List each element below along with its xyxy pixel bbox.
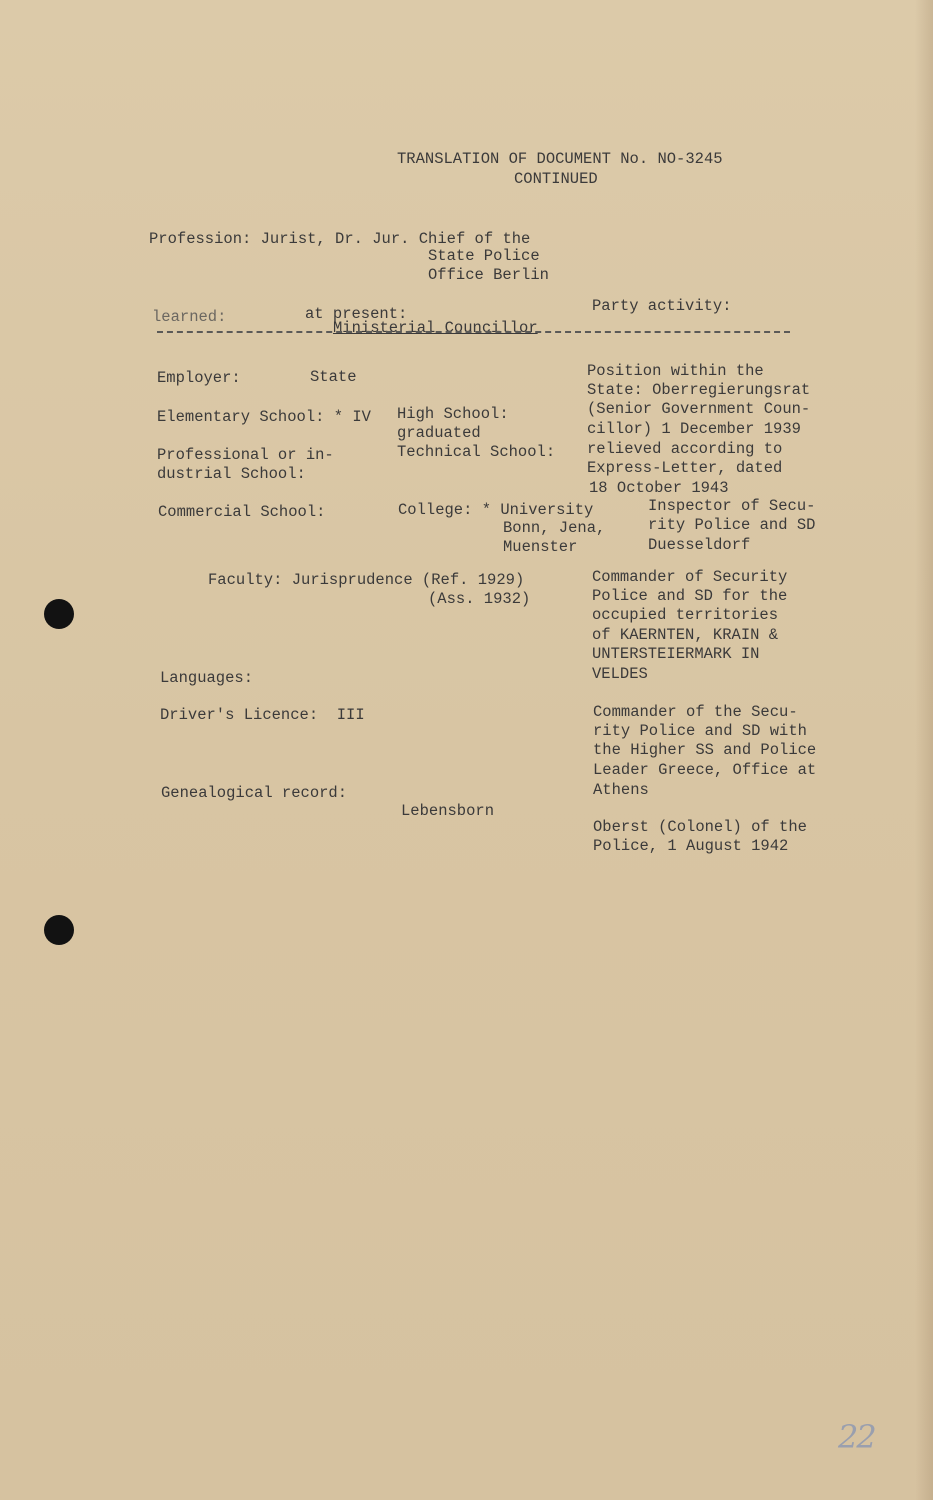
position-line: Express-Letter, dated (587, 459, 783, 477)
commander-greece-line: Commander of the Secu- (593, 703, 798, 721)
professional-school-line-2: dustrial School: (157, 465, 306, 483)
profession-line-2: State Police (428, 247, 540, 265)
oberst-line: Police, 1 August 1942 (593, 837, 789, 855)
punch-hole (44, 599, 74, 629)
at-present-label: at present: (305, 305, 408, 323)
high-school-label: High School: (397, 405, 509, 423)
employer-value: State (310, 368, 357, 386)
lebensborn-text: Lebensborn (401, 802, 495, 820)
position-line: relieved according to (587, 440, 783, 458)
professional-school-line-1: Professional or in- (157, 446, 334, 464)
commander-security-line: occupied territories (592, 606, 779, 624)
commander-security-line: UNTERSTEIERMARK IN (592, 645, 760, 663)
commercial-school: Commercial School: (158, 503, 326, 521)
inspector-line: rity Police and SD (648, 516, 816, 534)
commander-security-line: VELDES (592, 665, 648, 683)
present-title: Ministerial Councillor (333, 319, 538, 337)
separator-dashed-line (157, 331, 790, 333)
genealogical-record: Genealogical record: (161, 784, 348, 802)
employer-label: Employer: (157, 369, 241, 387)
commander-greece-line: Leader Greece, Office at (593, 761, 817, 779)
learned-label: learned: (152, 308, 227, 326)
punch-hole (44, 915, 74, 945)
position-line: State: Oberregierungsrat (587, 381, 811, 399)
languages-label: Languages: (160, 669, 254, 687)
inspector-line: Inspector of Secu- (648, 497, 816, 515)
party-activity-label: Party activity: (592, 297, 732, 315)
elementary-school: Elementary School: * IV (157, 408, 371, 426)
document-subtitle: CONTINUED (514, 170, 598, 188)
page-edge-shadow (915, 0, 933, 1500)
commander-greece-line: Athens (593, 781, 649, 799)
drivers-licence: Driver's Licence: III (160, 706, 365, 724)
commander-greece-line: the Higher SS and Police (593, 741, 817, 759)
position-line: Position within the (587, 362, 764, 380)
college-line-1: College: * University (398, 501, 594, 519)
faculty-line-2: (Ass. 1932) (428, 590, 531, 608)
commander-greece-line: rity Police and SD with (593, 722, 807, 740)
page-number: 22 (838, 1418, 875, 1456)
high-school-value: graduated (397, 424, 481, 442)
inspector-line: Duesseldorf (648, 536, 751, 554)
college-line-3: Muenster (503, 538, 578, 556)
position-line: (Senior Government Coun- (587, 400, 811, 418)
commander-security-line: Commander of Security (592, 568, 788, 586)
commander-security-line: of KAERNTEN, KRAIN & (592, 626, 779, 644)
technical-school: Technical School: (397, 443, 556, 461)
college-line-2: Bonn, Jena, (503, 519, 606, 537)
position-line: 18 October 1943 (589, 479, 729, 497)
faculty-line-1: Faculty: Jurisprudence (Ref. 1929) (208, 571, 525, 589)
commander-security-line: Police and SD for the (592, 587, 788, 605)
position-line: cillor) 1 December 1939 (587, 420, 801, 438)
profession-line: Profession: Jurist, Dr. Jur. Chief of the (149, 230, 531, 248)
profession-line-3: Office Berlin (428, 266, 549, 284)
oberst-line: Oberst (Colonel) of the (593, 818, 807, 836)
document-title: TRANSLATION OF DOCUMENT No. NO-3245 (397, 150, 723, 168)
